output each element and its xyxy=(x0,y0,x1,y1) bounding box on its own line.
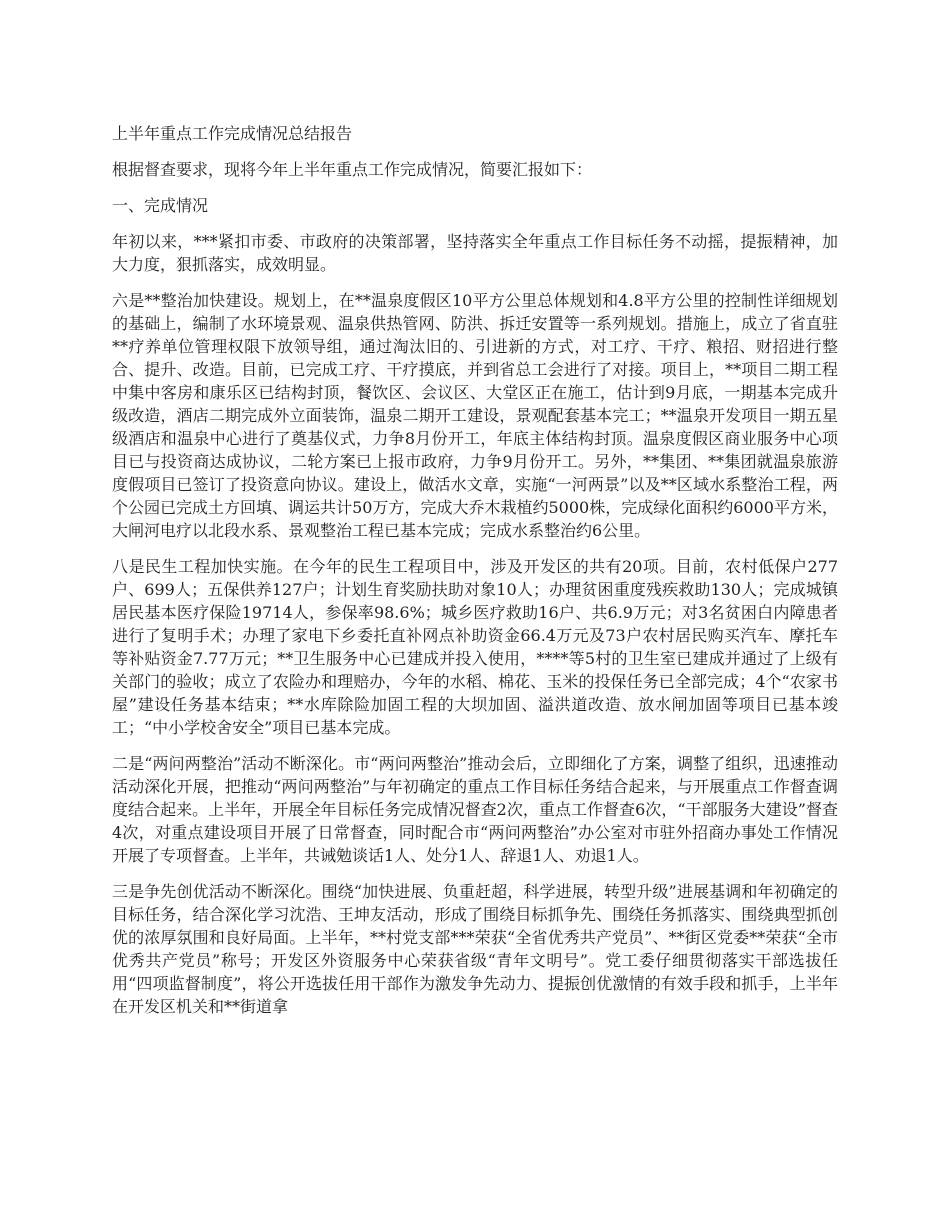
paragraph-overview: 年初以来，***紧扣市委、市政府的决策部署，坚持落实全年重点工作目标任务不动摇，提振精神，加大力度，狠抓落实，成效明显。 xyxy=(112,232,838,274)
document-title: 上半年重点工作完成情况总结报告 xyxy=(112,124,353,143)
intro-paragraph: 根据督查要求，现将今年上半年重点工作完成情况，简要汇报如下： xyxy=(112,160,593,179)
paragraph-livelihood-projects: 八是民生工程加快实施。在今年的民生工程项目中，涉及开发区的共有20项。目前，农村低保户277户、699人；五保供养127户；计划生育奖励扶助对象10人；办理贫困重度残疾救助130人；完成城镇居民基本医疗保险19714人，参保率98.6%；城乡医疗救助16户、共6.9万元；对3名贫困白内障患者进行了复明手术；办理了家电下乡委托直补网点补助资金66.4万元及73户农村居民购买汽车、摩托车等补贴资金7.77万元；**卫生服务中心已建成并投入使用，****等5村的卫生室已建成并通过了上级有关部门的验收；成立了农险办和理赔办，今年的水稻、棉花、玉米的投保任务已全部完成；4个“农家书屋”建设任务基本结束；**水库除险加固工程的大坝加固、溢洪道改造、放水闸加固等项目已基本竣工；“中小学校舍安全”项目已基本完成。 xyxy=(112,557,838,737)
paragraph-two-questions-campaign: 二是“两问两整治”活动不断深化。市“两问两整治”推动会后，立即细化了方案，调整了组织，迅速推动活动深化开展，把推动“两问两整治”与年初确定的重点工作目标任务结合起来，与开展重点工作督查调度结合起来。上半年，开展全年目标任务完成情况督查2次，重点工作督查6次，“干部服务大建设”督查4次，对重点建设项目开展了日常督查，同时配合市“两问两整治”办公室对市驻外招商办事处工作情况开展了专项督查。上半年，共诫勉谈话1人、处分1人、辞退1人、劝退1人。 xyxy=(112,754,838,865)
paragraph-excellence-campaign: 三是争先创优活动不断深化。围绕“加快进展、负重赶超，科学进展，转型升级”进展基调和年初确定的目标任务，结合深化学习沈浩、王坤友活动，形成了围绕目标抓争先、围绕任务抓落实、围绕典型抓创优的浓厚氛围和良好局面。上半年，**村党支部***荣获“全省优秀共产党员”、**街区党委**荣获“全市优秀共产党员”称号；开发区外资服务中心荣获省级“青年文明号”。党工委仔细贯彻落实干部选拔任用“四项监督制度”，将公开选拔任用干部作为激发争先动力、提振创优激情的有效手段和抓手，上半年在开发区机关和**街道拿 xyxy=(112,882,838,1016)
section-heading: 一、完成情况 xyxy=(112,196,209,215)
paragraph-hot-spring-construction: 六是**整治加快建设。规划上，在**温泉度假区10平方公里总体规划和4.8平方公里的控制性详细规划的基础上，编制了水环境景观、温泉供热管网、防洪、拆迁安置等一系列规划。措施上，成立了省直驻**疗养单位管理权限下放领导组，通过淘汰旧的、引进新的方式，对工疗、干疗、粮招、财招进行整合、提升、改造。目前，已完成工疗、干疗摸底，并到省总工会进行了对接。项目上，**项目二期工程中集中客房和康乐区已结构封顶，餐饮区、会议区、大堂区正在施工，估计到9月底，一期基本完成升级改造，酒店二期完成外立面装饰，温泉二期开工建设，景观配套基本完工；**温泉开发项目一期五星级酒店和温泉中心进行了奠基仪式，力争8月份开工，年底主体结构封顶。温泉度假区商业服务中心项目已与投资商达成协议，二轮方案已上报市政府，力争9月份开工。另外，**集团、**集团就温泉旅游度假项目已签订了投资意向协议。建设上，做活水文章，实施“一河两景”以及**区域水系整治工程，两个公园已完成土方回填、调运共计50万方，完成大乔木栽植约5000株，完成绿化面积约6000平方米，大闸河电疗以北段水系、景观整治工程已基本完成；完成水系整治约6公里。 xyxy=(112,291,838,540)
